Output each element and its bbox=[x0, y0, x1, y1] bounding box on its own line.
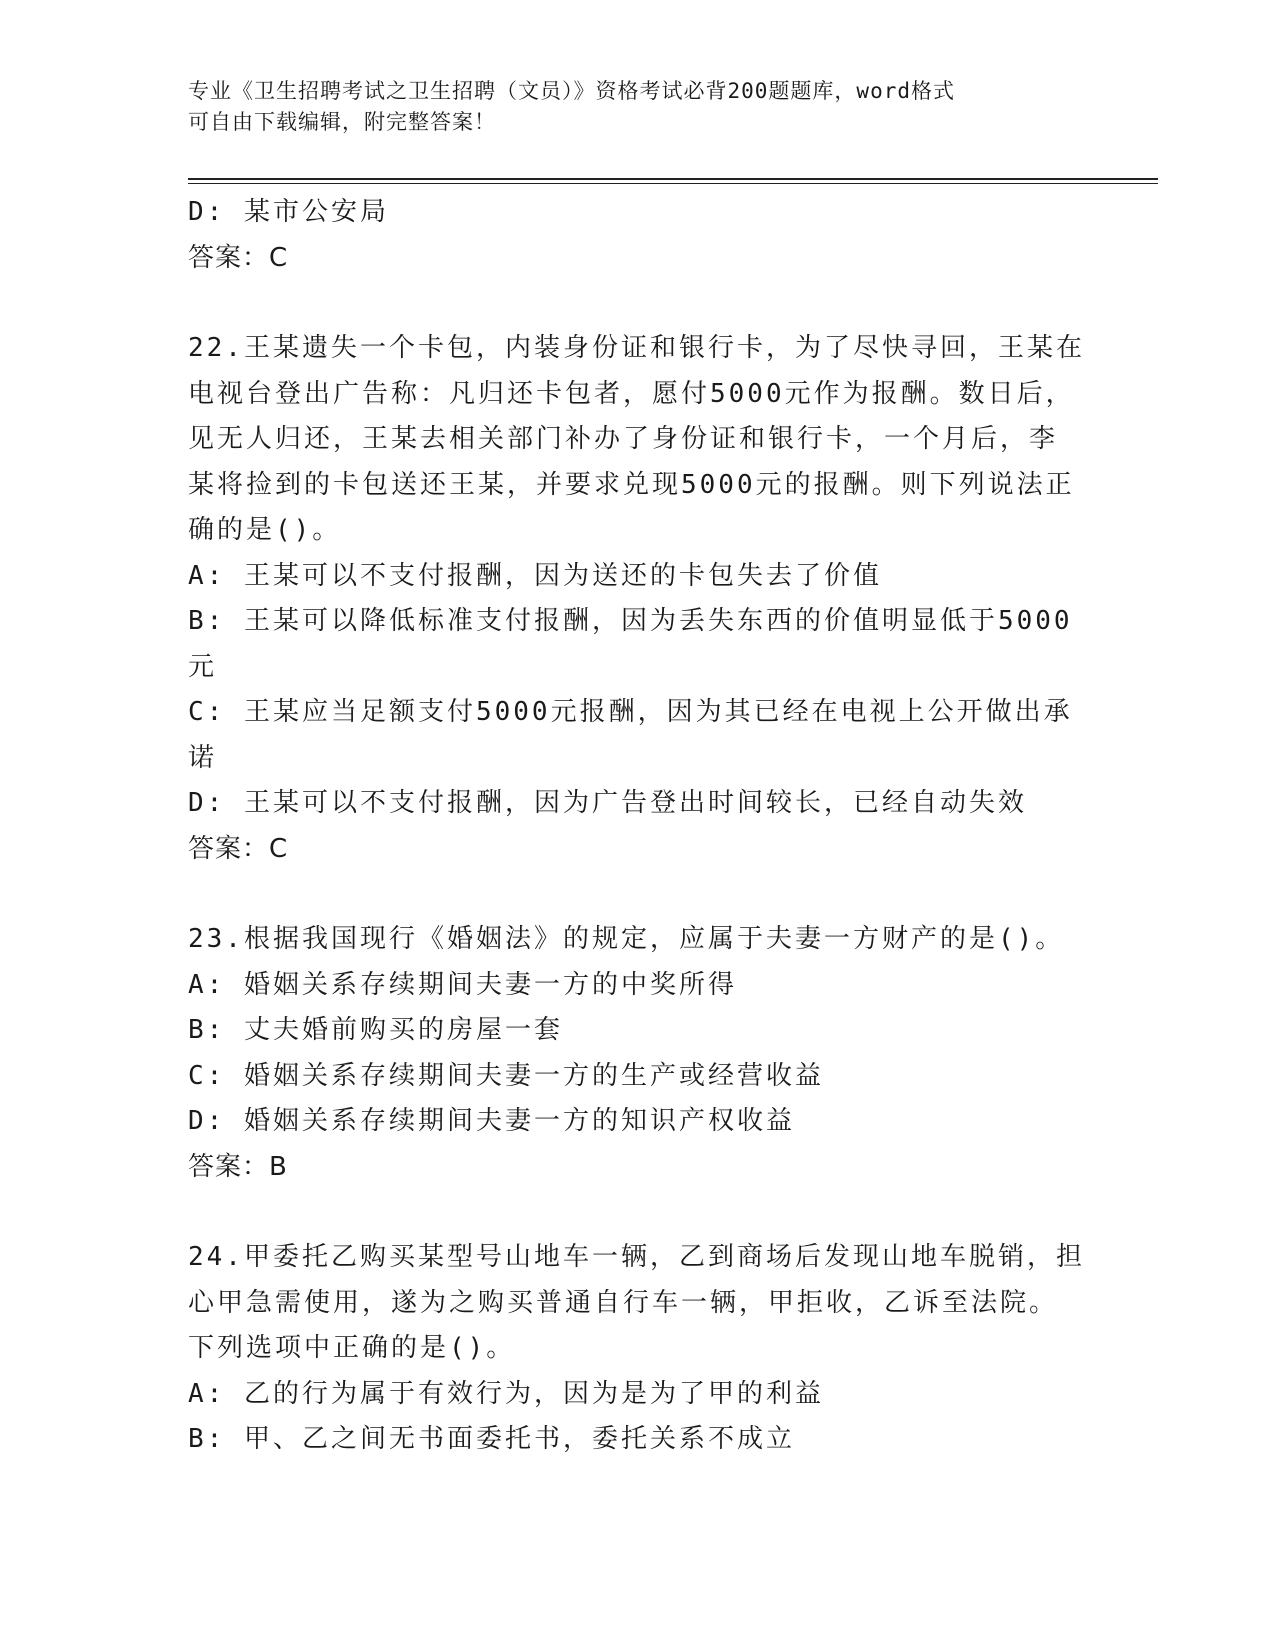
question-23 bbox=[188, 917, 1088, 1190]
option-b-continued: 元 bbox=[188, 651, 218, 682]
question-stem-line: 见无人归还，王某去相关部门补办了身份证和银行卡，一个月后，李 bbox=[188, 424, 1059, 454]
spacer bbox=[188, 1190, 1088, 1235]
option-b: B: 甲、乙之间无书面委托书，委托关系不成立 bbox=[188, 1424, 795, 1454]
spacer bbox=[188, 281, 1088, 326]
question-list bbox=[188, 190, 1088, 1463]
question-stem-line: 电视台登出广告称：凡归还卡包者，愿付5000元作为报酬。数日后， bbox=[188, 378, 1075, 409]
option-c: C: 王某应当足额支付5000元报酬，因为其已经在电视上公开做出承 bbox=[188, 697, 1073, 727]
option-d: D: 王某可以不支付报酬，因为广告登出时间较长，已经自动失效 bbox=[188, 788, 1027, 818]
answer-line: 答案：B bbox=[188, 1151, 288, 1182]
question-22 bbox=[188, 326, 1088, 872]
option-d: D: 婚姻关系存续期间夫妻一方的知识产权收益 bbox=[188, 1106, 795, 1136]
header-rule-thin bbox=[188, 183, 1158, 184]
answer-line: 答案：C bbox=[188, 833, 289, 864]
option-c-continued: 诺 bbox=[188, 742, 218, 773]
answer-line: 答案：C bbox=[188, 242, 289, 273]
header-line-2: 可自由下载编辑，附完整答案！ bbox=[188, 110, 496, 134]
option-a: A: 乙的行为属于有效行为，因为是为了甲的利益 bbox=[188, 1378, 824, 1409]
question-stem-line: 23.根据我国现行《婚姻法》的规定，应属于夫妻一方财产的是()。 bbox=[188, 924, 1065, 954]
question-stem-line: 24.甲委托乙购买某型号山地车一辆，乙到商场后发现山地车脱销，担 bbox=[188, 1242, 1085, 1272]
question-stem-line: 确的是()。 bbox=[188, 515, 342, 545]
option-c: C: 婚姻关系存续期间夫妻一方的生产或经营收益 bbox=[188, 1060, 824, 1091]
question-stem-line: 某将捡到的卡包送还王某，并要求兑现5000元的报酬。则下列说法正 bbox=[188, 469, 1075, 500]
header-line-1: 专业《卫生招聘考试之卫生招聘（文员）》资格考试必背200题题库，word格式 bbox=[188, 79, 955, 103]
option-b: B: 王某可以降低标准支付报酬，因为丢失东西的价值明显低于5000 bbox=[188, 606, 1073, 636]
question-stem-line: 下列选项中正确的是()。 bbox=[188, 1333, 516, 1363]
page-header bbox=[188, 76, 1068, 138]
option-d: D: 某市公安局 bbox=[188, 197, 389, 227]
option-a: A: 王某可以不支付报酬，因为送还的卡包失去了价值 bbox=[188, 560, 882, 591]
option-b: B: 丈夫婚前购买的房屋一套 bbox=[188, 1015, 563, 1045]
previous-question-tail bbox=[188, 190, 1088, 281]
question-stem-line: 22.王某遗失一个卡包，内装身份证和银行卡，为了尽快寻回，王某在 bbox=[188, 333, 1085, 363]
question-stem-line: 心甲急需使用，遂为之购买普通自行车一辆，甲拒收，乙诉至法院。 bbox=[188, 1287, 1059, 1318]
spacer bbox=[188, 872, 1088, 917]
question-24 bbox=[188, 1235, 1088, 1463]
option-a: A: 婚姻关系存续期间夫妻一方的中奖所得 bbox=[188, 969, 737, 1000]
header-rule-thick bbox=[188, 178, 1158, 180]
